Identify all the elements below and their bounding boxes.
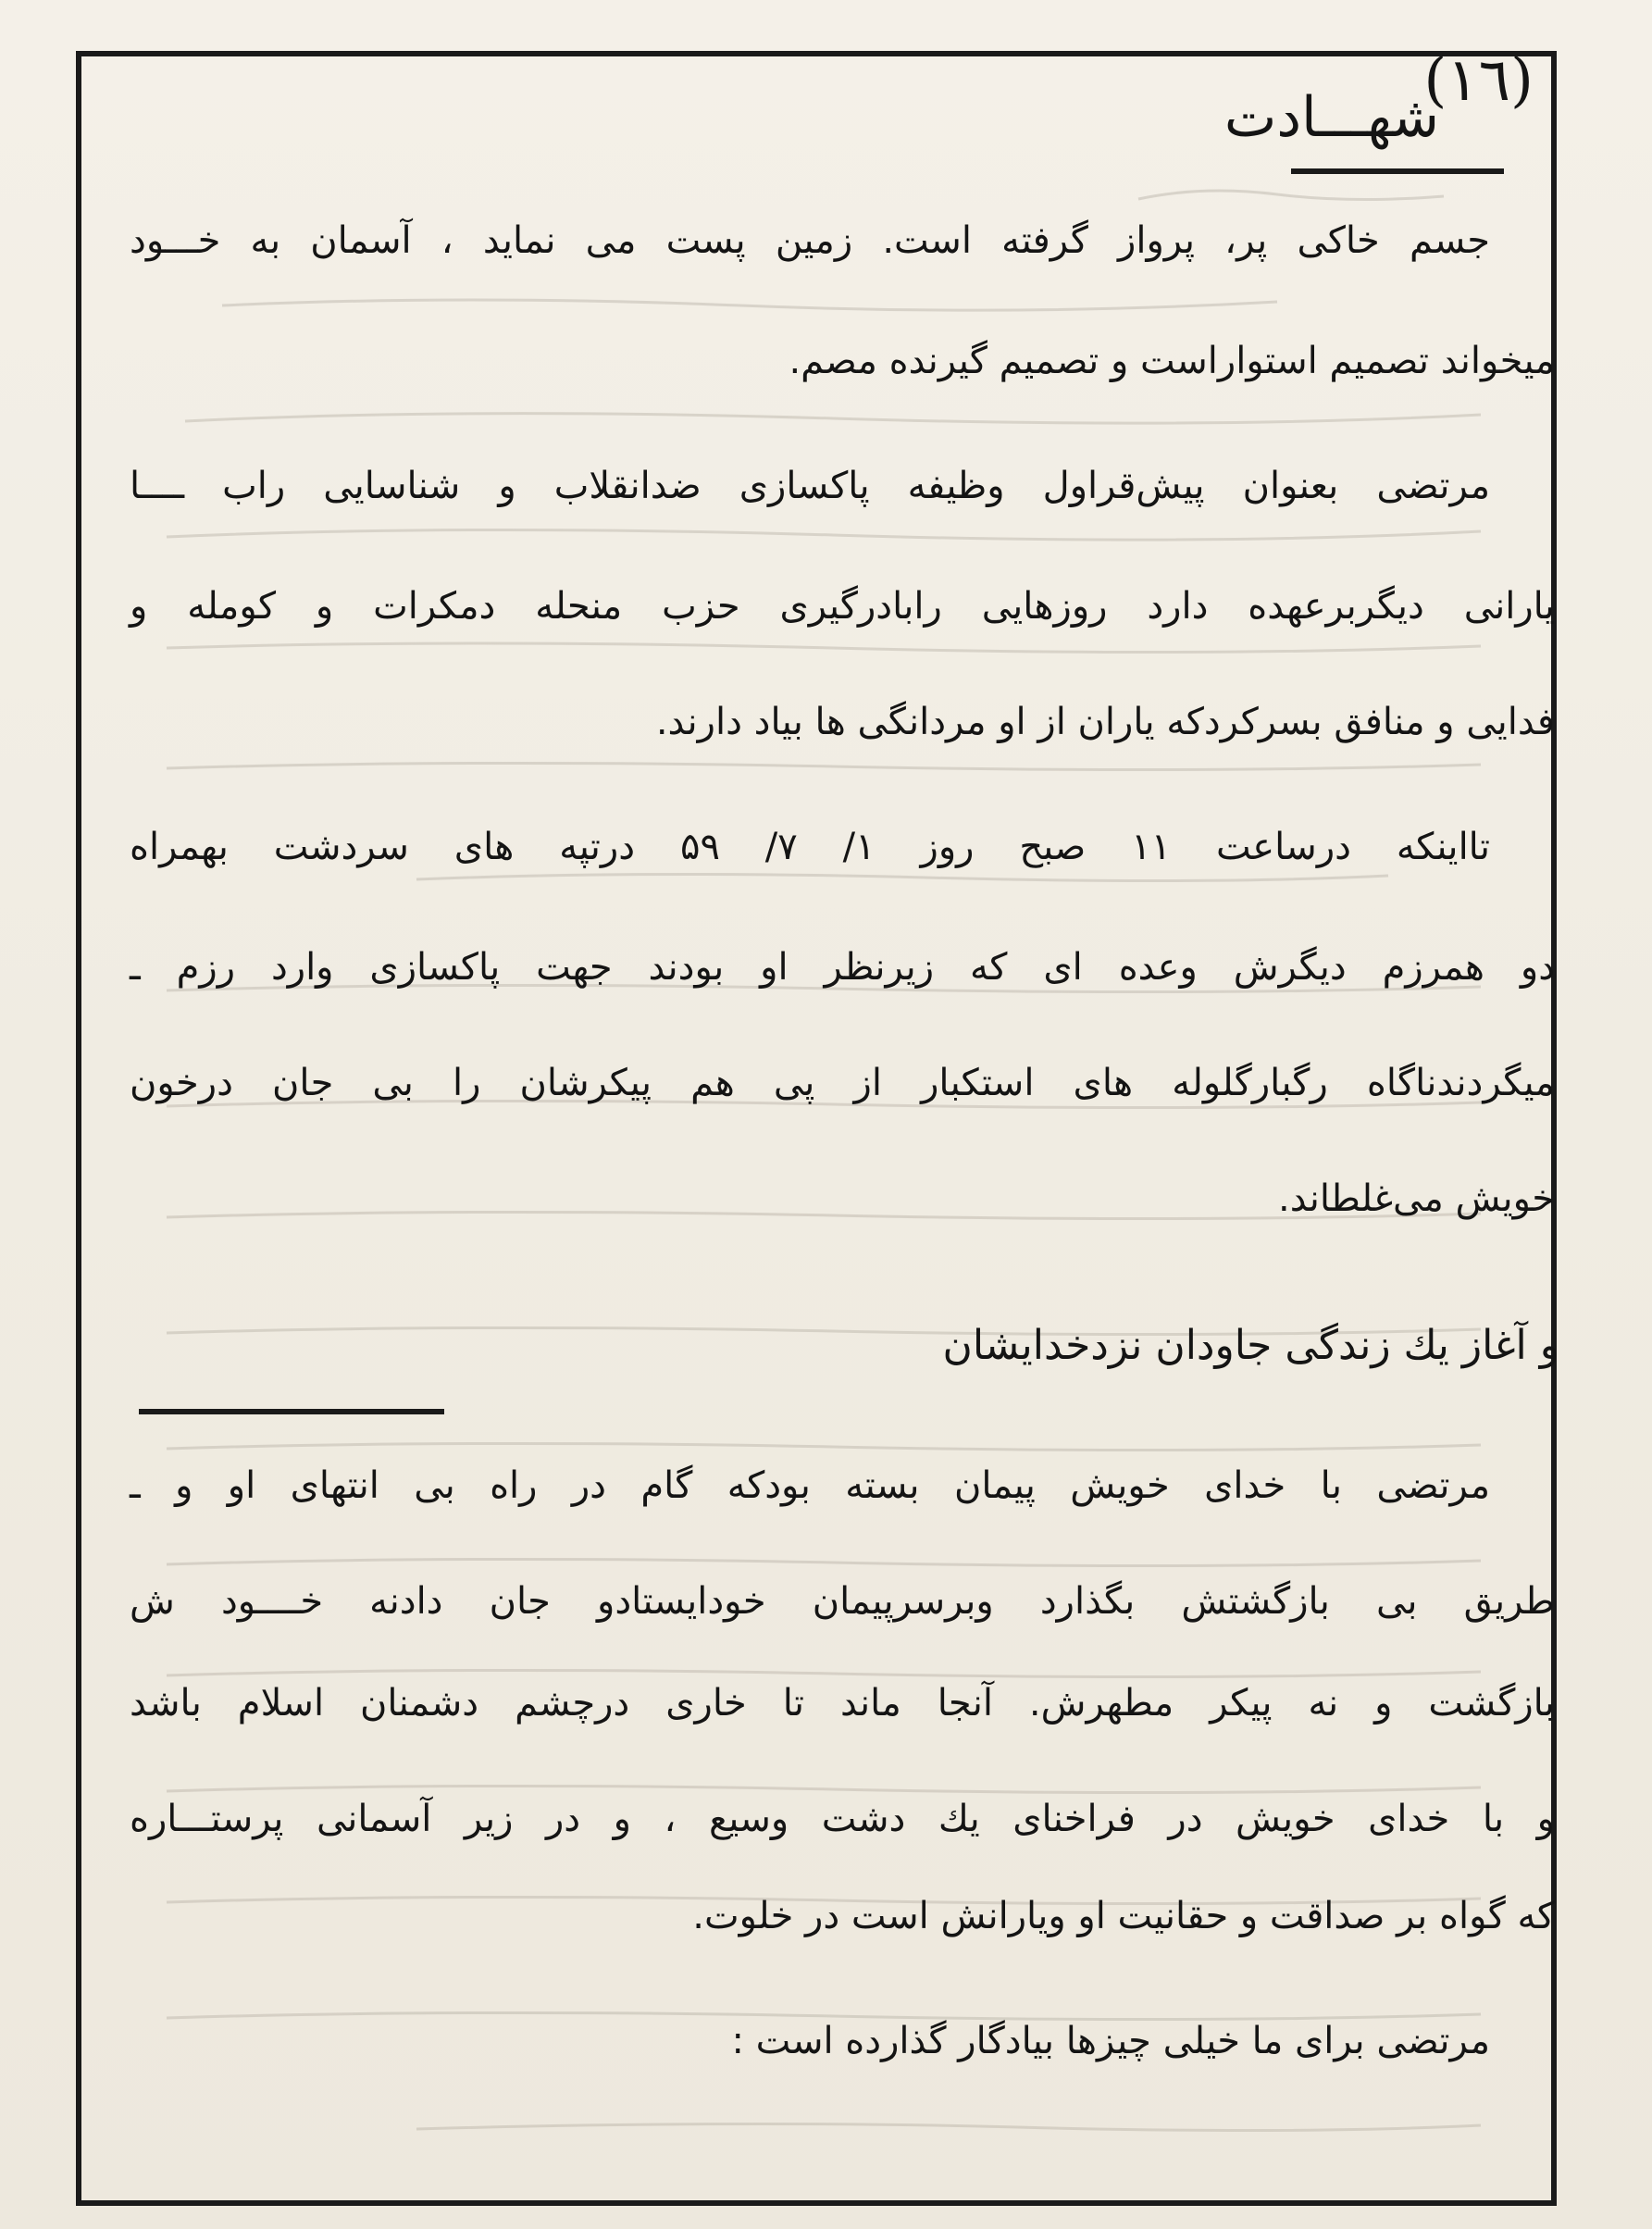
section-title: و آغاز یك زندگی جاودان نزدخدایشان (942, 1322, 1559, 1369)
paragraph-4-line-5: که گواه بر صداقت و حقانیت او ویارانش است در خلوت. (692, 1895, 1555, 1937)
title-underline (1291, 168, 1504, 174)
paragraph-3-line-4: خویش می‌غلطاند. (1277, 1177, 1555, 1220)
paragraph-1-line-2: میخواند تصمیم استواراست و تصمیم گیرنده مصم. (789, 340, 1555, 382)
paragraph-2-line-3: فدایی و منافق بسرکردکه یاران از او مردانگی ها بیاد دارند. (655, 701, 1555, 743)
paragraph-4-line-2: طریق بی بازگشتش بگذارد وبرسرپیمان خودایستادو جان دادنه خــــود ش (130, 1580, 1555, 1623)
paragraph-2-line-1: مرتضی بعنوان پیش‌قراول وظیفه پاکسازی ضدانقلاب و شناسایی راب ــــا (130, 465, 1490, 507)
section-title-underline (139, 1409, 444, 1414)
paragraph-5-line-1: مرتضی برای ما خیلی چیزها بیادگار گذارده است : (731, 2020, 1490, 2062)
paragraph-2-line-2: یارانی دیگربرعهده دارد روزهایی رابادرگیری حزب منحله دمکرات و کومله و (130, 585, 1555, 628)
paragraph-4-line-3: بازگشت و نه پیکر مطهرش. آنجا ماند تا خاری درچشم دشمنان اسلام باشد (130, 1682, 1555, 1725)
paragraph-1-line-1: جسم خاکی پر، پرواز گرفته است. زمین پست می نماید ، آسمان به خـــود (130, 219, 1490, 262)
page-title: شهـــادت (1223, 85, 1439, 150)
paragraph-3-line-3: میگردندناگاه رگبارگلوله های استکبار از پی هم پیکرشان را بی جان درخون (130, 1062, 1555, 1104)
paragraph-4-line-1: مرتضی با خدای خویش پیمان بسته بودکه گام در راه بی انتهای او و ـ (130, 1464, 1490, 1507)
page-number: (١٦) (1423, 46, 1534, 115)
paragraph-3-line-2: دو همرزم دیگرش وعده ای که زیرنظر او بودند جهت پاکسازی وارد رزم ـ (130, 946, 1555, 989)
paragraph-4-line-4: و با خدای خویش در فراخنای یك دشت وسیع ، و در زیر آسمانی پرستـــاره (130, 1798, 1555, 1840)
paragraph-3-line-1: تااینکه درساعت ۱۱ صبح روز ۱/ ۷/ ۵۹ درتپه های سردشت بهمراه (130, 826, 1490, 868)
